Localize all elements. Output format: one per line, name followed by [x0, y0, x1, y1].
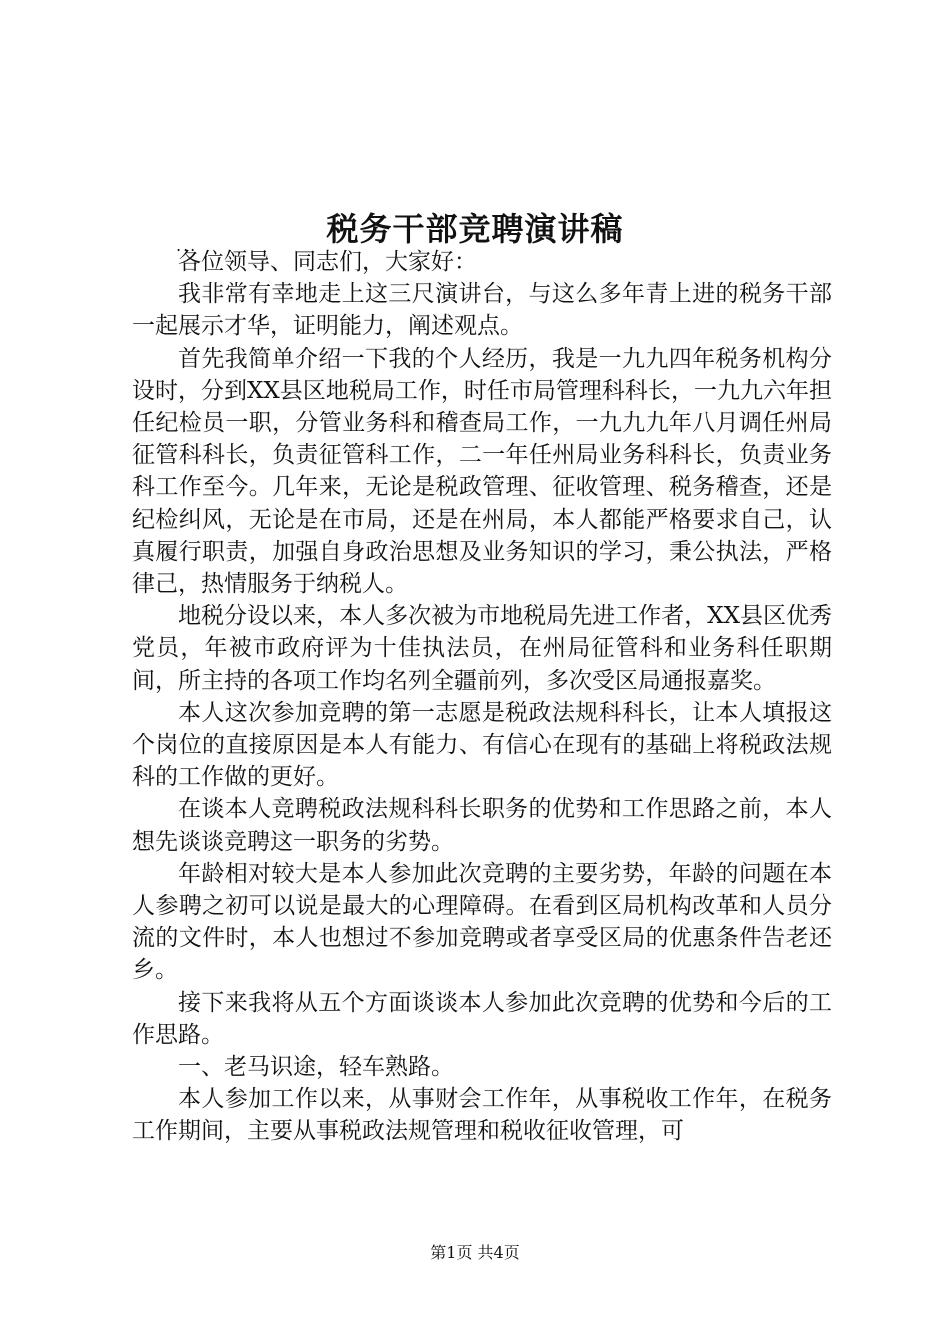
document-title: 税务干部竞聘演讲稿: [326, 210, 624, 249]
body-paragraph: 年龄相对较大是本人参加此次竞聘的主要劣势，年龄的问题在本人参聘之初可以说是最大的心理障碍。在看到区局机构改革和人员分流的文件时，本人也想过不参加竞聘或者享受区局的优惠条件告老还乡。: [132, 860, 832, 984]
page-number-footer: 第1页 共4页: [430, 1243, 520, 1262]
body-paragraph: 我非常有幸地走上这三尺演讲台，与这么多年青上进的税务干部一起展示才华，证明能力，阐述观点。: [132, 281, 832, 340]
section-heading: 一、老马识途，轻车熟路。: [178, 1054, 454, 1081]
body-paragraph: 在谈本人竞聘税政法规科科长职务的优势和工作思路之前，本人想先谈谈竞聘这一职务的劣势。: [132, 796, 832, 855]
body-paragraph: 本人参加工作以来，从事财会工作年，从事税收工作年，在税务工作期间，主要从事税政法规管理和税收征收管理，可: [132, 1086, 832, 1145]
greeting-paragraph: 各位领导、同志们，大家好：: [178, 249, 477, 275]
body-paragraph: 地税分设以来，本人多次被为市地税局先进工作者，XX县区优秀党员，年被市政府评为十佳执法员，在州局征管科和业务科任职期间，所主持的各项工作均名列全疆前列，多次受区局通报嘉奖。: [132, 603, 832, 694]
body-paragraph: 首先我简单介绍一下我的个人经历，我是一九九四年税务机构分设时，分到XX县区地税局工作，时任市局管理科科长，一九九六年担任纪检员一职，分管业务科和稽查局工作，一九九九年八月调任州局征管科科长，负责征管科工作，二一年任州局业务科科长，负责业务科工作至今。几年来，无论是税政管理、征收管理、税务稽查，还是纪检纠风，无论是在市局，还是在州局，本人都能严格要求自己，认真履行职责，加强自身政治思想及业务知识的学习，秉公执法，严格律己，热情服务于纳税人。: [132, 345, 832, 598]
ellipsis-mark: ...: [176, 236, 198, 255]
body-paragraph: 接下来我将从五个方面谈谈本人参加此次竞聘的优势和今后的工作思路。: [132, 989, 832, 1048]
document-body: [132, 246, 832, 1148]
body-paragraph: 本人这次参加竞聘的第一志愿是税政法规科科长，让本人填报这个岗位的直接原因是本人有能力、有信心在现有的基础上将税政法规科的工作做的更好。: [132, 699, 832, 791]
